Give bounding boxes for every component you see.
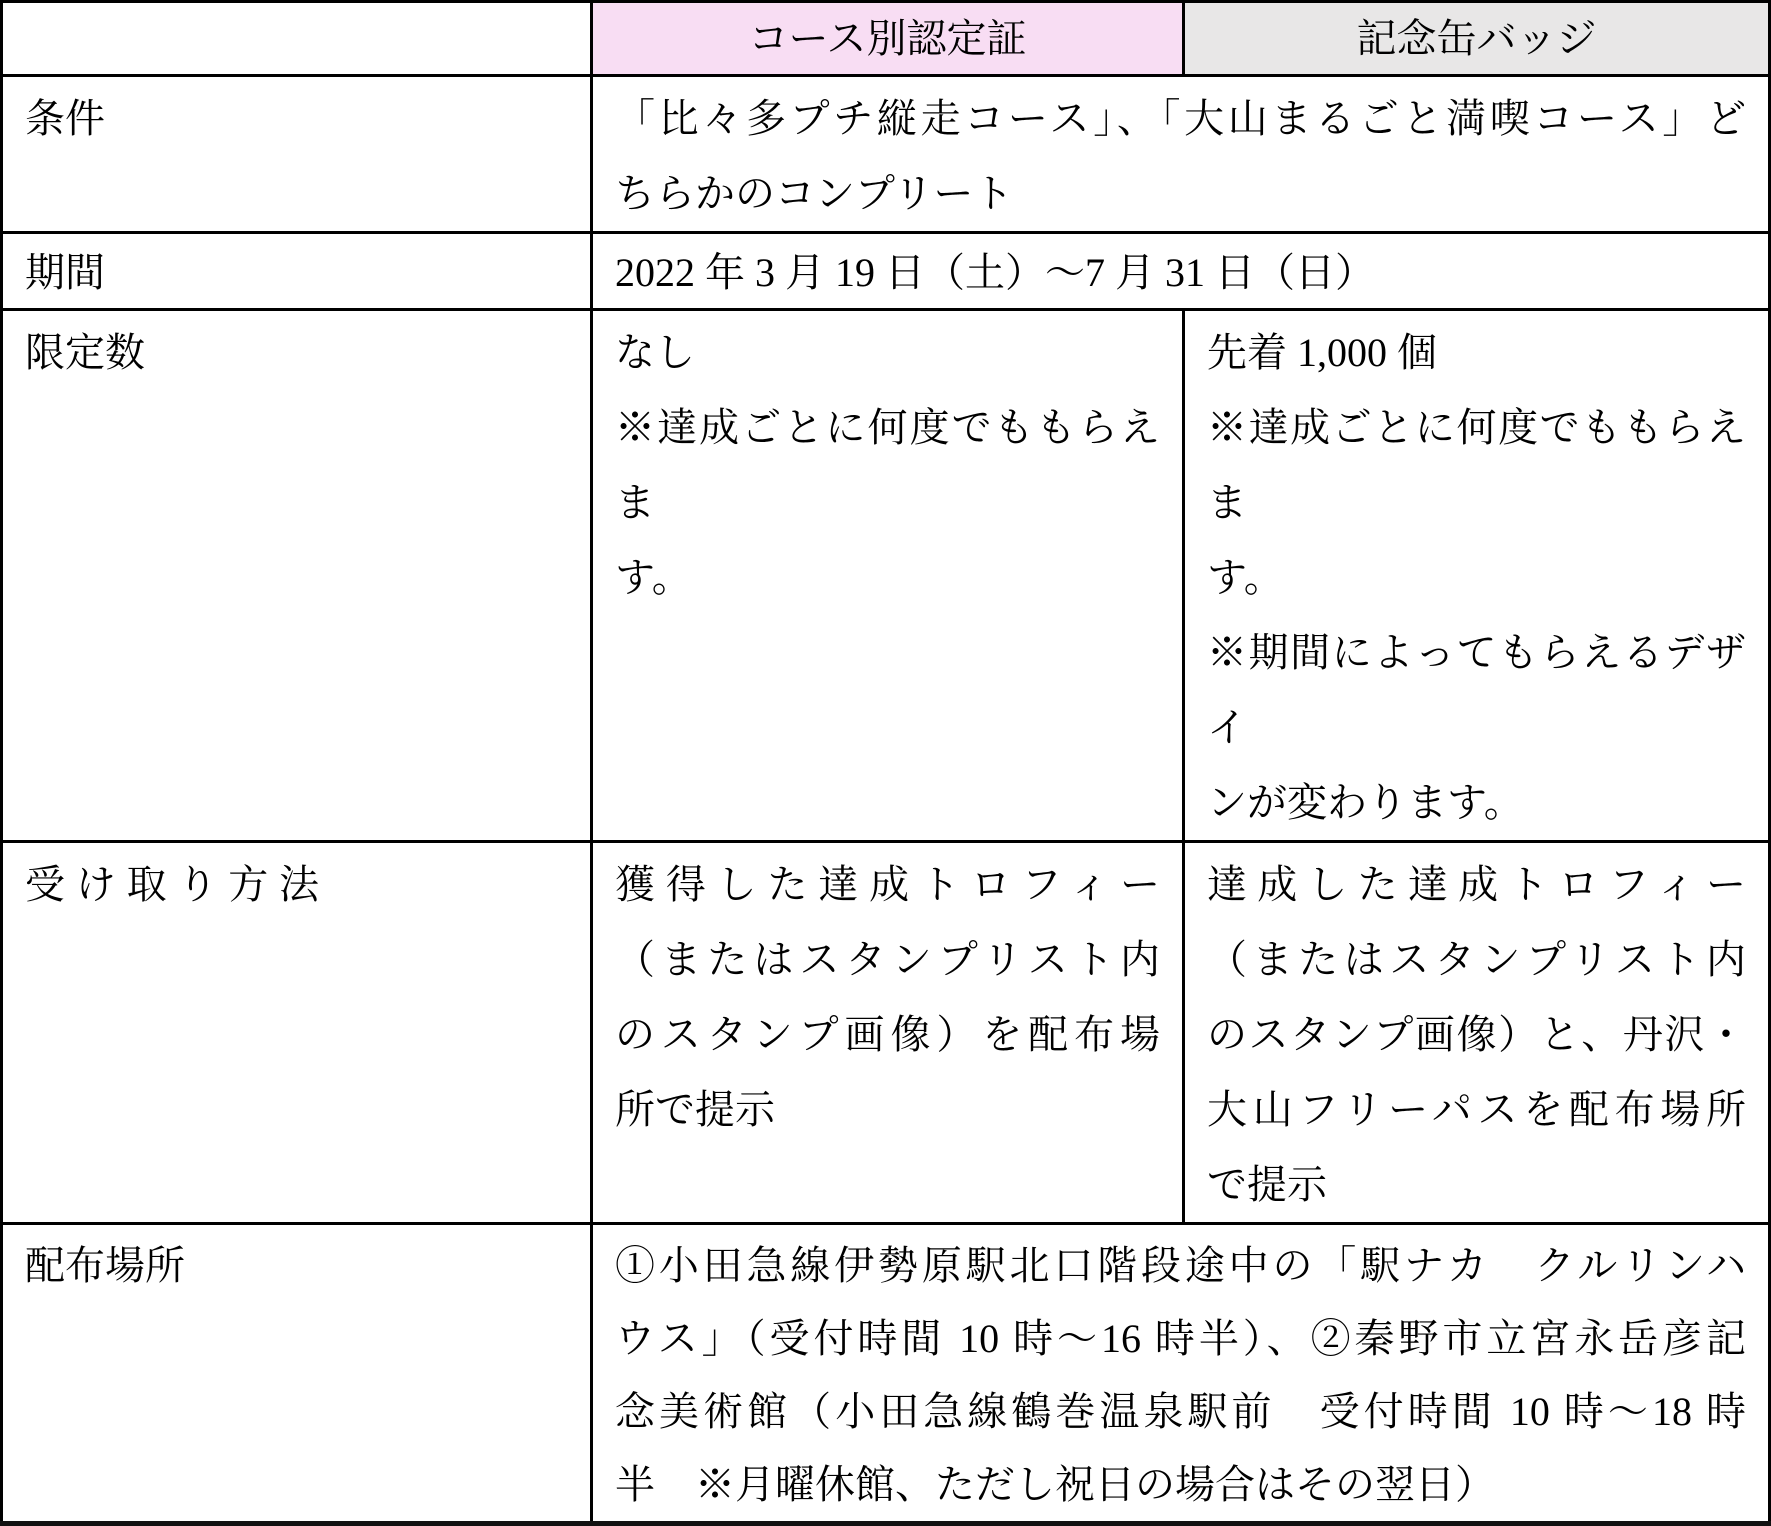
row-label: 配布場所 <box>25 1243 185 1288</box>
row-limit <box>2 310 1770 842</box>
text-line: 半 ※月曜休館、ただし祝日の場合はその翌日） <box>615 1462 1495 1507</box>
text-line: 2022 年 3 月 19 日（土）～7 月 31 日（日） <box>615 250 1375 295</box>
text-line: 大山フリーパスを配布場所 <box>1207 1087 1746 1132</box>
row-distribution-place <box>2 1224 1770 1524</box>
text-line: ンが変わります。 <box>1207 780 1524 825</box>
row-label: 受け取り方法 <box>25 862 330 907</box>
text-line: 「比々多プチ縦走コース」、「大山まるごと満喫コース」ど <box>615 96 1746 141</box>
row-label: 条件 <box>25 96 105 141</box>
text-line: 獲得した達成トロフィー <box>615 862 1160 907</box>
text-line: 所で提示 <box>615 1087 775 1132</box>
text-line: なし <box>615 330 695 375</box>
period-value-cell <box>592 233 1770 310</box>
text-line: のスタンプ画像）を配布場 <box>615 1012 1160 1057</box>
distribution-label-cell <box>2 1224 592 1524</box>
text-line: ちらかのコンプリート <box>615 171 1014 216</box>
row-period <box>2 233 1770 310</box>
limit-cert-cell <box>592 310 1184 842</box>
row-label: 期間 <box>25 250 105 295</box>
receive-cert-cell <box>592 842 1184 1224</box>
text-line: す。 <box>615 555 692 600</box>
cert-header-title: コース別認定証 <box>748 16 1027 61</box>
text-line: 先着 1,000 個 <box>1207 330 1437 375</box>
limit-label-cell <box>2 310 592 842</box>
text-line: ※達成ごとに何度でももらえま <box>1207 405 1746 525</box>
condition-value-cell <box>592 76 1770 233</box>
limit-badge-cell <box>1184 310 1770 842</box>
text-line: 達成した達成トロフィー <box>1207 862 1746 907</box>
header-badge-cell <box>1184 2 1770 76</box>
text-line: （またはスタンプリスト内 <box>1207 937 1746 982</box>
condition-label-cell <box>2 76 592 233</box>
receive-label-cell <box>2 842 592 1224</box>
distribution-value-cell <box>592 1224 1770 1524</box>
row-condition <box>2 76 1770 233</box>
text-line: す。 <box>1207 555 1284 600</box>
table-header-row <box>2 2 1770 76</box>
text-line: で提示 <box>1207 1162 1327 1207</box>
header-corner-cell <box>2 2 592 76</box>
header-cert-cell <box>592 2 1184 76</box>
row-label: 限定数 <box>25 330 145 375</box>
badge-header-title: 記念缶バッジ <box>1356 16 1597 61</box>
period-label-cell <box>2 233 592 310</box>
row-receive-method <box>2 842 1770 1224</box>
text-line: （またはスタンプリスト内 <box>615 937 1160 982</box>
receive-badge-cell <box>1184 842 1770 1224</box>
text-line: のスタンプ画像）と、丹沢・ <box>1207 1012 1746 1057</box>
text-line: ※期間によってもらえるデザイ <box>1207 630 1746 750</box>
text-line: ※達成ごとに何度でももらえま <box>615 405 1160 525</box>
text-line: ウス」（受付時間 10 時～16 時半）、②秦野市立宮永岳彦記 <box>615 1316 1746 1361</box>
text-line: 念美術館（小田急線鶴巻温泉駅前 受付時間 10 時～18 時 <box>615 1389 1746 1434</box>
text-line: ①小田急線伊勢原駅北口階段途中の「駅ナカ クルリンハ <box>615 1243 1746 1288</box>
